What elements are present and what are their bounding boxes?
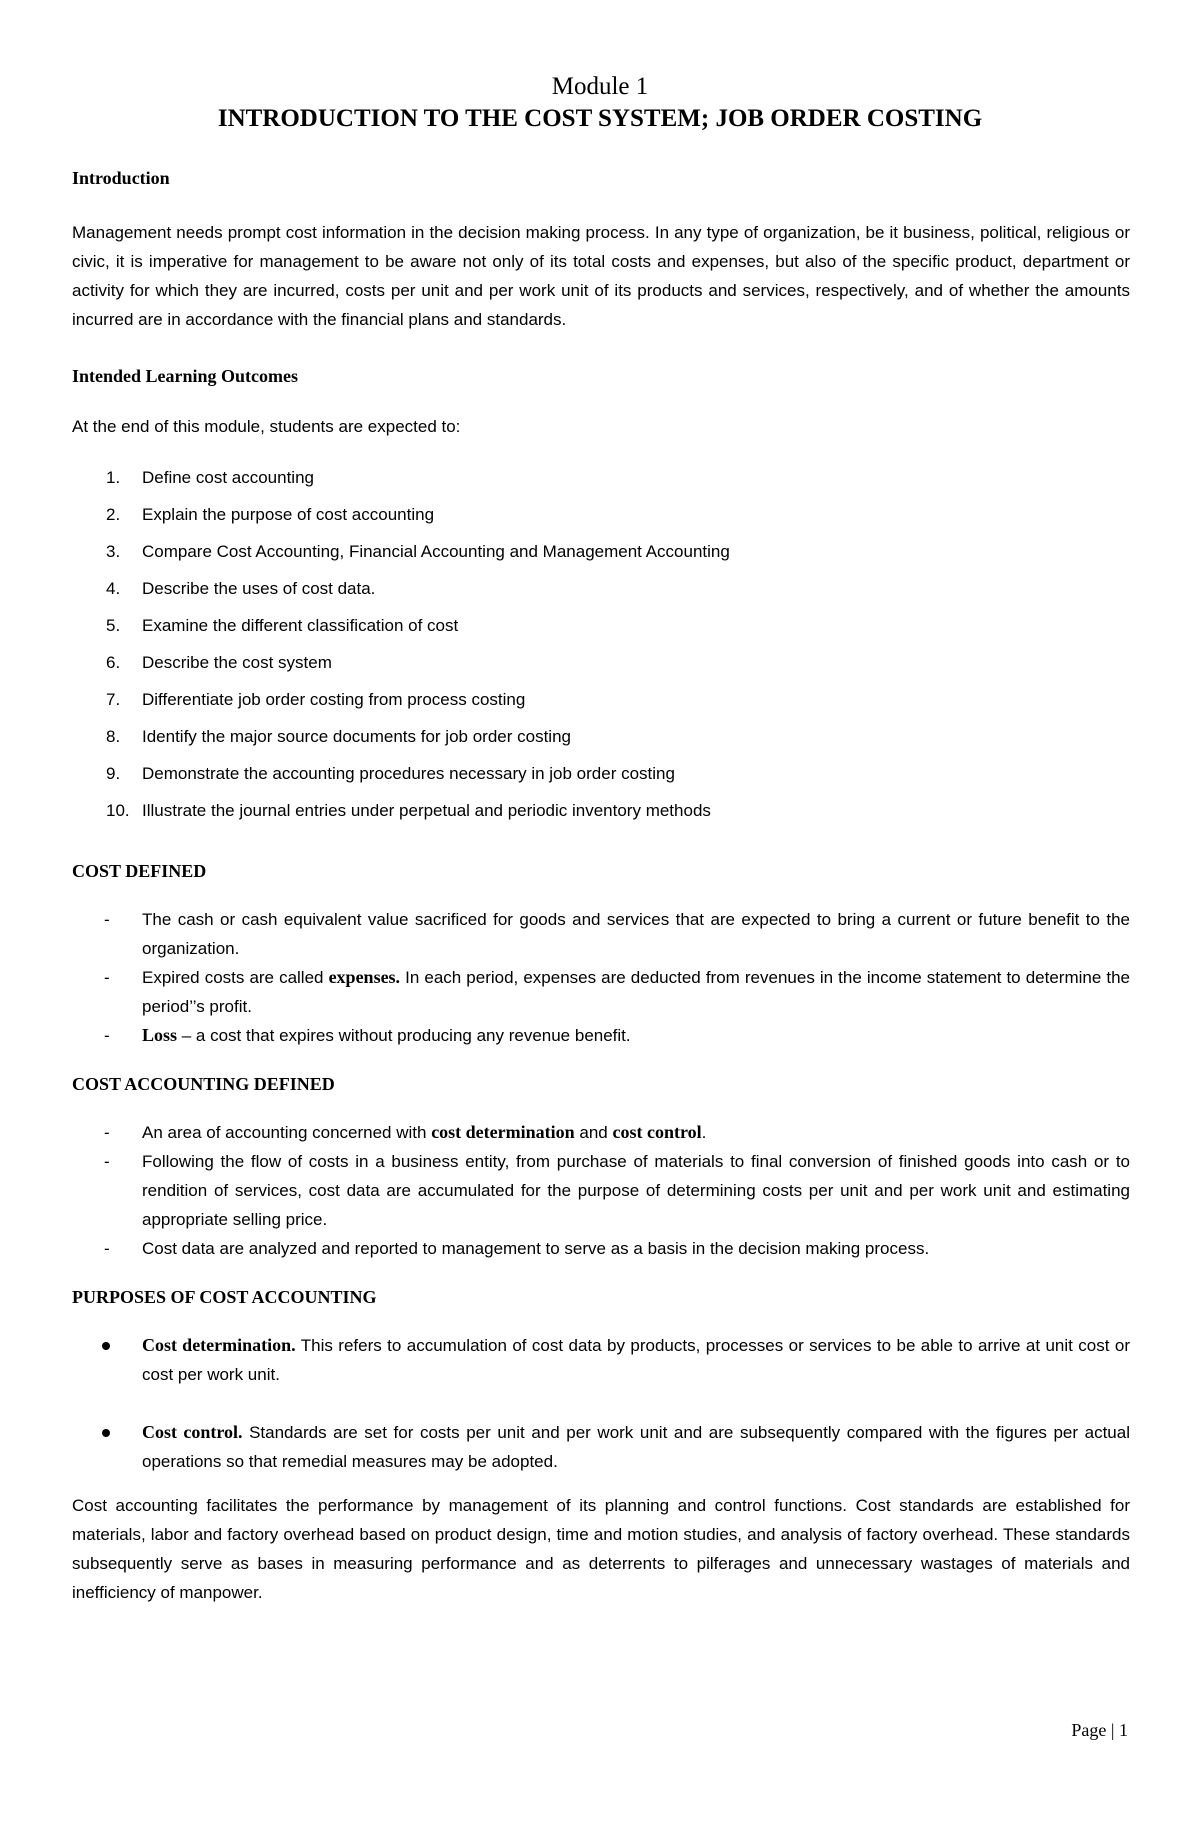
outcomes-heading: Intended Learning Outcomes	[72, 366, 299, 386]
bullet-icon	[102, 1342, 110, 1350]
introduction-paragraph: Management needs prompt cost information in the decision making process. In any type of organization, be it business, political, religious or civic, it is imperative for management to be aware not only of its total costs and expenses, but also of the specific product, department or activity for which they are incurred, costs per unit and per work unit of its products and services, respectively, and of whether the amounts incurred are in accordance with the financial plans and standards.	[72, 223, 1130, 329]
list-item-text: An area of accounting concerned with	[142, 1123, 432, 1142]
dash-marker: -	[104, 1123, 110, 1142]
list-item-text: Cost data are analyzed and reported to management to serve as a basis in the decision making process.	[142, 1239, 930, 1258]
list-item-text: Standards are set for costs per unit and per work unit and are subsequently compared with the figures per actual operations so that remedial measures may be adopted.	[142, 1423, 1130, 1471]
cost-accounting-defined-heading: COST ACCOUNTING DEFINED	[72, 1074, 335, 1094]
closing-paragraph: Cost accounting facilitates the performance by management of its planning and control functions. Cost standards are established for materials, labor and factory overhead based on product design, time and motion studies, and analysis of factory overhead. These standards subsequently serve as bases in measuring performance and as deterrents to pilferages and unnecessary wastages of materials and inefficiency of manpower.	[72, 1496, 1130, 1602]
list-item	[72, 1331, 1130, 1389]
list-item-text: The cash or cash equivalent value sacrificed for goods and services that are expected to bring a current or future benefit to the organization.	[142, 910, 1130, 958]
outcome-text: Describe the cost system	[142, 653, 332, 672]
list-item	[72, 1118, 1130, 1147]
outcome-item	[72, 574, 1130, 603]
list-item	[72, 963, 1130, 1021]
outcome-text: Illustrate the journal entries under perpetual and periodic inventory methods	[142, 801, 711, 820]
list-item-text: This refers to accumulation of cost data by products, processes or services to be able to arrive at unit cost or cost per work unit.	[142, 1336, 1130, 1384]
outcomes-list	[72, 463, 1130, 825]
outcome-number: 8.	[106, 727, 121, 746]
outcome-number: 4.	[106, 579, 121, 598]
document-body	[72, 164, 1130, 1607]
introduction-heading: Introduction	[72, 168, 170, 188]
outcome-item	[72, 722, 1130, 751]
term-cost-determination: cost determination	[431, 1122, 575, 1142]
outcome-text: Describe the uses of cost data.	[142, 579, 376, 598]
outcome-text: Examine the different classification of cost	[142, 616, 459, 635]
list-item	[72, 1147, 1130, 1234]
outcome-number: 2.	[106, 505, 121, 524]
page-number: Page | 1	[1071, 1720, 1128, 1740]
outcome-number: 3.	[106, 542, 121, 561]
outcome-number: 1.	[106, 468, 121, 487]
cost-defined-list	[72, 905, 1130, 1050]
list-item	[72, 1234, 1130, 1263]
outcome-text: Differentiate job order costing from process costing	[142, 690, 526, 709]
term-expenses: expenses.	[328, 967, 401, 987]
list-item-text: – a cost that expires without producing any revenue benefit.	[177, 1026, 631, 1045]
list-item-text: In each period, expenses are deducted from revenues in the income statement to determine the period’’s profit.	[142, 968, 1130, 1016]
list-item-text: Following the flow of costs in a business entity, from purchase of materials to final conversion of finished goods into cash or to rendition of services, cost data are accumulated for the purpose of determining costs per unit and per work unit and estimating appropriate selling price.	[142, 1152, 1130, 1229]
outcome-text: Explain the purpose of cost accounting	[142, 505, 435, 524]
outcome-number: 5.	[106, 616, 121, 635]
cost-accounting-defined-list	[72, 1118, 1130, 1263]
outcome-item	[72, 685, 1130, 714]
list-item	[72, 1418, 1130, 1476]
term-cost-determination: Cost determination.	[142, 1335, 296, 1355]
dash-marker: -	[104, 910, 110, 929]
list-item-text: Expired costs are called	[142, 968, 329, 987]
module-label: Module 1	[551, 73, 649, 100]
outcome-item	[72, 537, 1130, 566]
term-cost-control: Cost control.	[142, 1422, 243, 1442]
cost-defined-heading: COST DEFINED	[72, 861, 207, 881]
outcome-item	[72, 648, 1130, 677]
term-loss: Loss	[142, 1025, 178, 1045]
list-item	[72, 1021, 1130, 1050]
outcome-text: Define cost accounting	[142, 468, 314, 487]
outcome-number: 10.	[106, 801, 130, 820]
dash-marker: -	[104, 1239, 110, 1258]
term-cost-control: cost control	[612, 1122, 702, 1142]
bullet-icon	[102, 1429, 110, 1437]
dash-marker: -	[104, 1152, 110, 1171]
outcome-number: 9.	[106, 764, 121, 783]
outcome-item	[72, 463, 1130, 492]
dash-marker: -	[104, 1026, 110, 1045]
outcome-item	[72, 500, 1130, 529]
list-item	[72, 905, 1130, 963]
outcome-text: Identify the major source documents for job order costing	[142, 727, 571, 746]
outcome-item	[72, 796, 1130, 825]
outcome-item	[72, 759, 1130, 788]
outcome-text: Compare Cost Accounting, Financial Accounting and Management Accounting	[142, 542, 730, 561]
outcomes-intro: At the end of this module, students are expected to:	[72, 417, 461, 436]
purposes-heading: PURPOSES OF COST ACCOUNTING	[72, 1287, 377, 1307]
outcome-number: 7.	[106, 690, 121, 709]
purposes-list	[72, 1331, 1130, 1476]
dash-marker: -	[104, 968, 110, 987]
page-title: INTRODUCTION TO THE COST SYSTEM; JOB ORDER COSTING	[217, 105, 983, 132]
list-item-text: and	[574, 1123, 613, 1142]
outcome-item	[72, 611, 1130, 640]
outcome-text: Demonstrate the accounting procedures necessary in job order costing	[142, 764, 675, 783]
outcome-number: 6.	[106, 653, 121, 672]
list-item-text: .	[701, 1123, 707, 1142]
